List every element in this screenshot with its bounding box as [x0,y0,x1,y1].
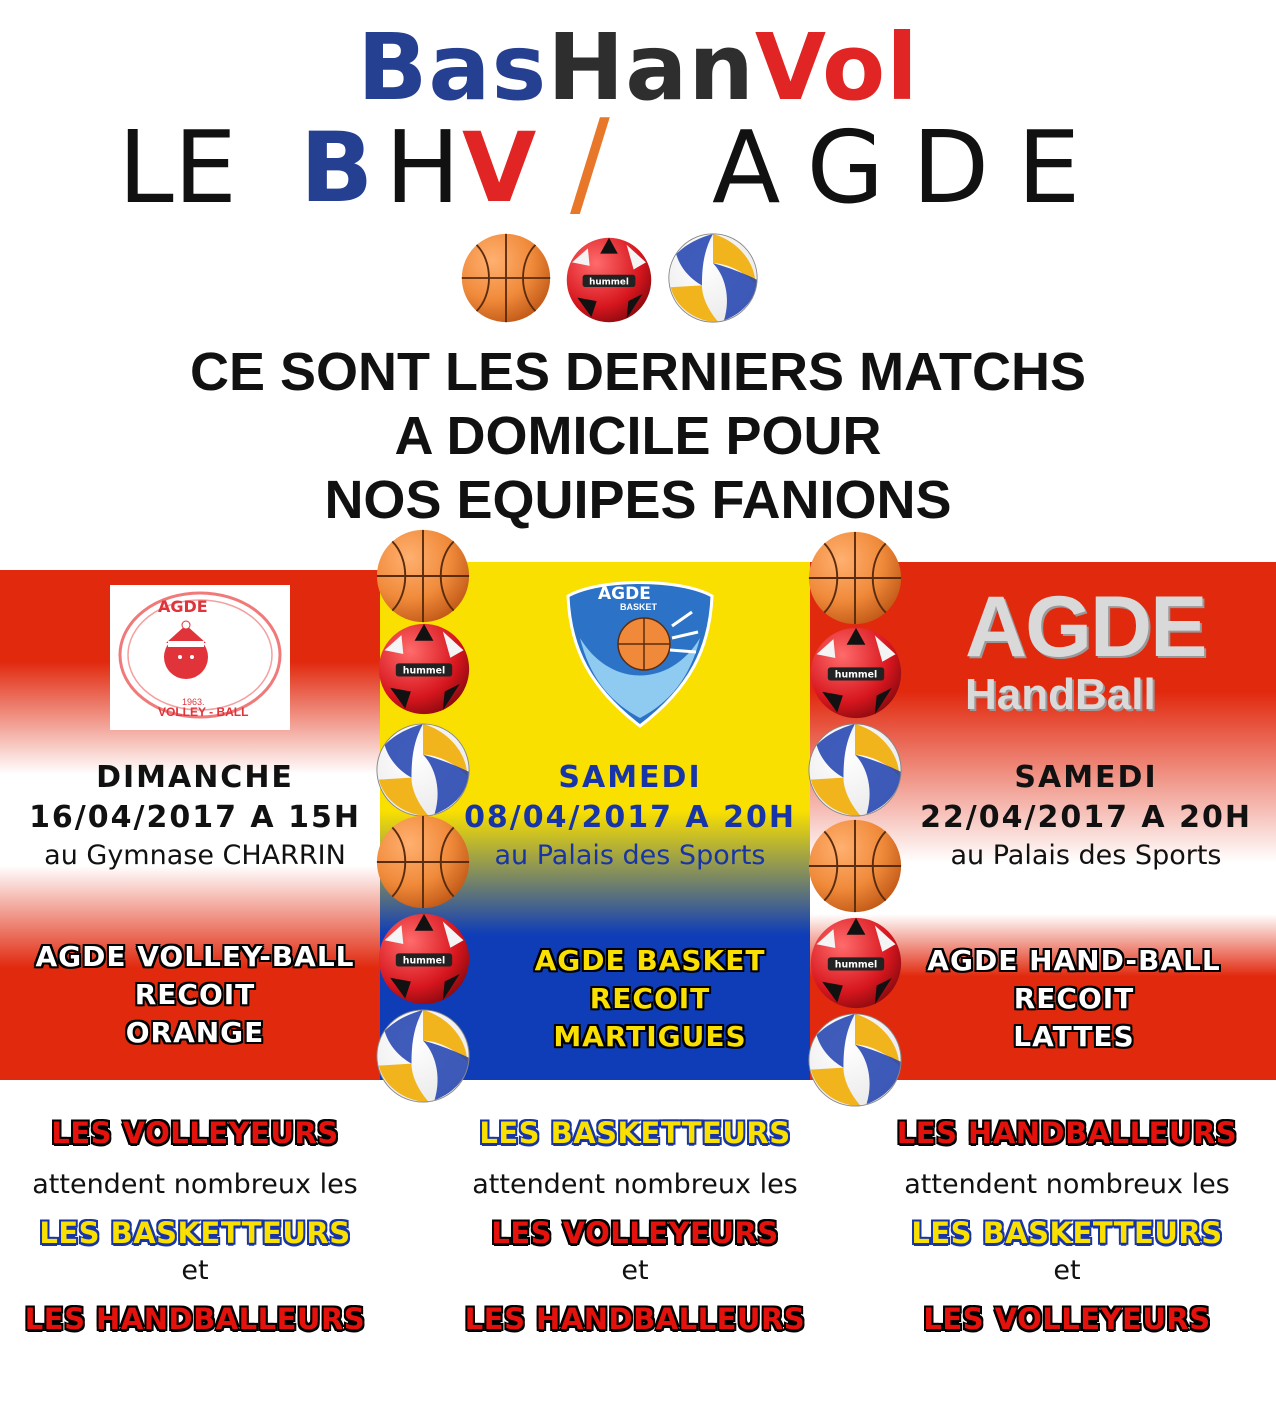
hand-event-info [896,758,1276,874]
volley-logo-bottom: VOLLEY - BALL [158,705,249,719]
brand-part-han: Han [547,14,755,121]
waiting-text: attendent nombreux les [32,1169,358,1200]
event-datetime: 08/04/2017 A 20H [464,800,796,835]
supporters-label: LES BASKETTEURS [479,1116,791,1150]
volley-logo-top: AGDE [158,597,208,616]
volleyball-icon [667,232,759,324]
home-team: AGDE BASKET [534,944,766,977]
basketball-icon [807,530,903,626]
guest-label-2: LES VOLLEYEURS [923,1302,1211,1336]
basket-matchup [460,942,840,1056]
volleyball-icon [807,722,903,818]
volley-event-info [0,758,390,874]
hand-logo-bottom: HandBall [965,670,1156,719]
subtitle-h: H [385,109,461,226]
hand-invitation [872,1116,1262,1336]
handball-icon [377,912,471,1006]
opponent-team: ORANGE [125,1016,265,1049]
event-datetime: 22/04/2017 A 20H [920,800,1252,835]
supporters-label: LES HANDBALLEURS [896,1116,1238,1150]
hand-matchup [896,942,1252,1056]
supporters-label: LES VOLLEYEURS [51,1116,339,1150]
basket-invitation [440,1116,830,1336]
match-verb: RECOIT [1013,982,1135,1015]
headline-line-1: CE SONT LES DERNIERS MATCHS [189,342,1087,402]
handball-icon [377,622,471,716]
basket-event-info [440,758,820,874]
basketball-icon [375,528,471,624]
subtitle-b: B [300,112,392,224]
basketball-icon [807,818,903,914]
handball-icon [809,626,903,720]
headline-line-2: A DOMICILE POUR [394,406,882,466]
basket-club-logo [560,578,720,728]
hand-club-logo [965,578,1215,728]
opponent-team: LATTES [1013,1020,1135,1053]
match-verb: RECOIT [589,982,711,1015]
match-verb: RECOIT [134,978,256,1011]
subtitle-le: LE [118,109,237,226]
event-day: SAMEDI [1014,760,1158,795]
event-day: SAMEDI [558,760,702,795]
brand-part-bas: Bas [357,14,548,121]
home-team: AGDE VOLLEY-BALL [35,940,355,973]
home-team: AGDE HAND-BALL [927,944,1221,977]
opponent-team: MARTIGUES [553,1020,747,1053]
event-place: au Palais des Sports [950,840,1222,871]
guest-label-2: LES HANDBALLEURS [464,1302,806,1336]
subtitle-slash: / [570,93,610,231]
brand-subtitle [0,93,1276,231]
and-text: et [621,1255,649,1286]
guest-label-1: LES VOLLEYEURS [491,1216,779,1250]
event-day: DIMANCHE [96,760,294,795]
basketball-icon [460,232,552,324]
event-place: au Gymnase CHARRIN [44,840,346,871]
headline [0,340,1276,532]
hand-logo-top: AGDE [965,579,1206,675]
handball-icon [565,236,653,324]
subtitle-v: V [462,112,537,224]
volley-club-logo [110,585,290,730]
brand-title [0,14,1276,121]
basket-logo-top: AGDE [598,584,651,604]
volley-matchup [0,938,390,1052]
and-text: et [181,1255,209,1286]
guest-label-1: LES BASKETTEURS [911,1216,1223,1250]
guest-label-1: LES BASKETTEURS [39,1216,351,1250]
event-place: au Palais des Sports [494,840,766,871]
volley-invitation [0,1116,390,1336]
basket-logo-sub: BASKET [620,602,658,612]
headline-line-3: NOS EQUIPES FANIONS [324,470,952,530]
guest-label-2: LES HANDBALLEURS [24,1302,366,1336]
brand-part-vol: Vol [754,14,919,121]
waiting-text: attendent nombreux les [904,1169,1230,1200]
event-datetime: 16/04/2017 A 15H [29,800,361,835]
and-text: et [1053,1255,1081,1286]
waiting-text: attendent nombreux les [472,1169,798,1200]
subtitle-agde: AGDE [712,109,1109,226]
volley-logo-year: 1963. [182,697,205,707]
